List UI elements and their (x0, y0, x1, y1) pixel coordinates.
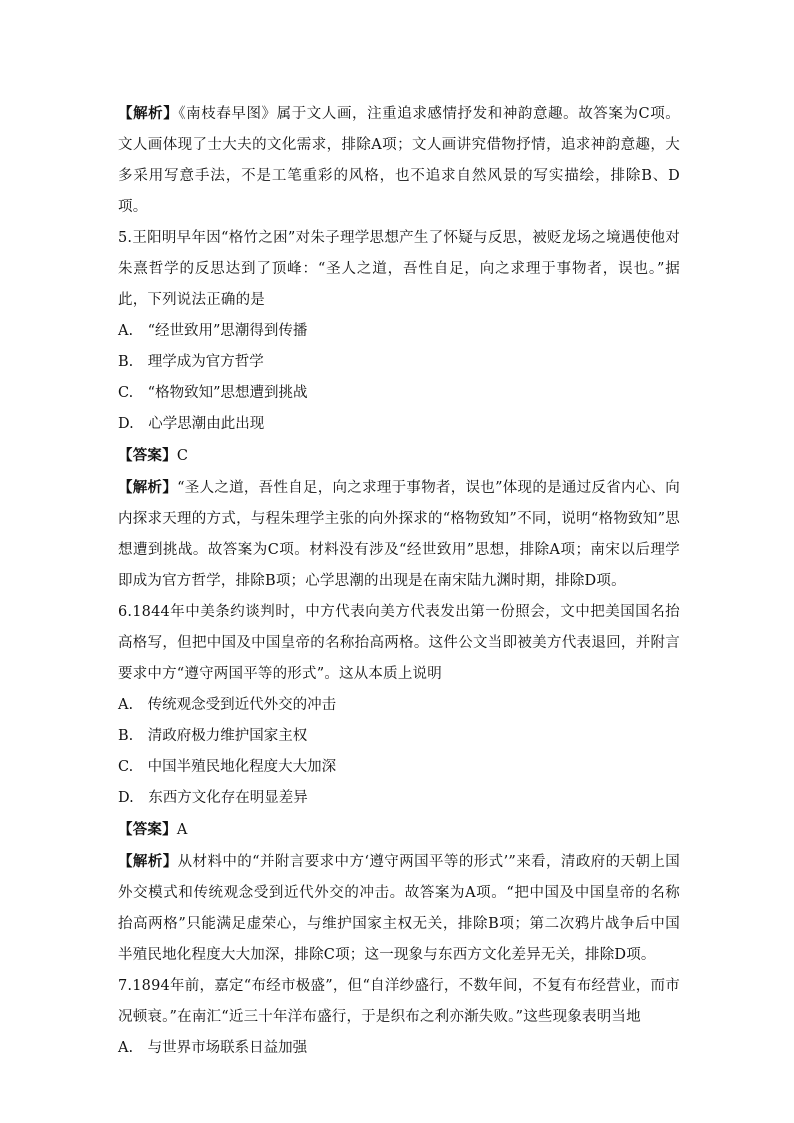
document-page (118, 98, 680, 1064)
analysis-tag: 【解析】 (118, 105, 179, 122)
analysis-tag: 【解析】 (118, 479, 178, 496)
question-6-option-b: B. 清政府极力维护国家主权 (118, 728, 308, 744)
analysis-paragraph-q4 (118, 98, 680, 223)
analysis-text: 《南枝春早图》属于文人画，注重追求感情抒发和神韵意趣。故答案为C项。文人画体现了士大夫的文化需求，排除A项；文人画讲究借物抒情，追求神韵意趣，大多采用写意手法，不是工笔重彩的风格，也不追求自然风景的写实描绘，排除B、D项。 (118, 106, 680, 215)
answer-text: A (176, 822, 188, 838)
answer-text: C (176, 448, 189, 464)
analysis-text: 从材料中的“并附言要求中方‘遵守两国平等的形式’”来看，清政府的天朝上国外交模式和传统观念受到近代外交的冲击。故答案为A项。“把中国及中国皇帝的名称抬高两格”只能满足虚荣心，与维护国家主权无关，排除B项；第二次鸦片战争后中国半殖民地化程度大大加深，排除C项；这一现象与东西方文化差异无关，排除D项。 (118, 854, 680, 963)
question-text: 5.王阳明早年因“格竹之困”对朱子理学思想产生了怀疑与反思，被贬龙场之境遇使他对朱熹哲学的反思达到了顶峰：“圣人之道，吾性自足，向之求理于事物者，误也。”据此，下列说法正确的是 (118, 230, 680, 308)
answer-tag: 【答案】 (118, 447, 177, 464)
analysis-paragraph-q5 (118, 472, 680, 597)
answer-tag: 【答案】 (118, 821, 177, 838)
question-5-option-c: C. “格物致知”思想遭到挑战 (118, 385, 308, 401)
question-5-option-b: B. 理学成为官方哲学 (118, 354, 264, 370)
answer-q6 (118, 814, 680, 846)
question-6-option-c: C. 中国半殖民地化程度大大加深 (118, 759, 337, 775)
question-5-option-d: D. 心学思潮由此出现 (118, 416, 265, 432)
analysis-paragraph-q6 (118, 846, 680, 971)
question-6-option-a: A. 传统观念受到近代外交的冲击 (118, 697, 337, 713)
question-5-option-a: A. “经世致用”思潮得到传播 (118, 323, 308, 339)
question-6-stem (118, 597, 680, 690)
question-7-option-a: A. 与世界市场联系日益加强 (118, 1040, 308, 1056)
analysis-tag: 【解析】 (118, 853, 178, 870)
analysis-text: “圣人之道，吾性自足，向之求理于事物者，误也”体现的是通过反省内心、向内探求天理的方式，与程朱理学主张的向外探求的“格物致知”不同，说明“格物致知”思想遭到挑战。故答案为C项。材料没有涉及“经世致用”思想，排除A项；南宋以后理学即成为官方哲学，排除B项；心学思潮的出现是在南宋陆九渊时期，排除D项。 (118, 480, 680, 589)
question-text: 6.1844年中美条约谈判时，中方代表向美方代表发出第一份照会，文中把美国国名抬高格写，但把中国及中国皇帝的名称抬高两格。这件公文当即被美方代表退回，并附言要求中方“遵守两国平等的形式”。这从本质上说明 (118, 604, 680, 682)
question-5-stem (118, 223, 680, 316)
question-7-stem (118, 971, 680, 1033)
question-6-option-d: D. 东西方文化存在明显差异 (118, 790, 308, 806)
answer-q5 (118, 440, 680, 472)
question-text: 7.1894年前，嘉定“布经市极盛”，但“自洋纱盛行，不数年间，不复有布经营业，而市况顿衰。”在南汇“近三十年洋布盛行，于是织布之利亦渐失败。”这些现象表明当地 (118, 978, 680, 1025)
